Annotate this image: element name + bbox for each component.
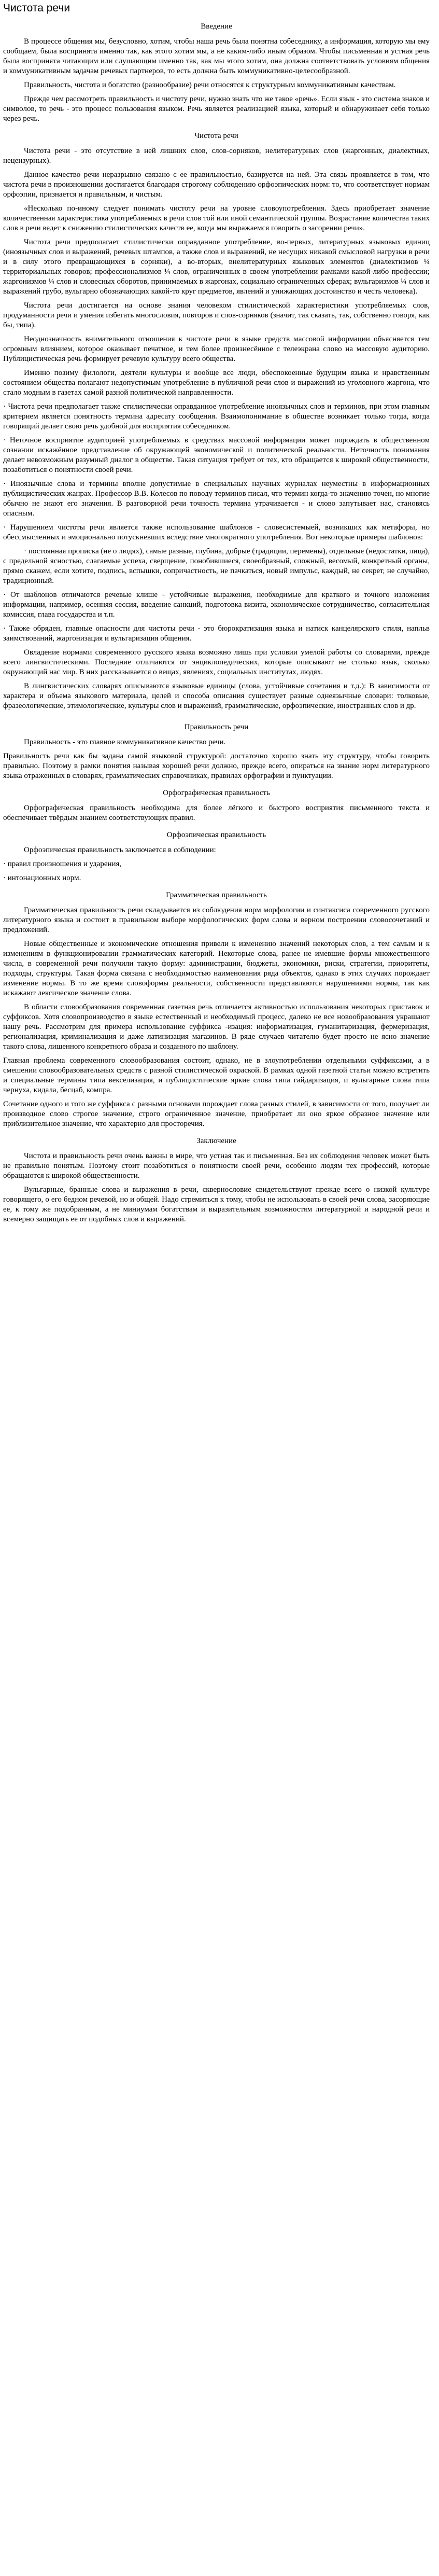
paragraph: · интонационных норм. xyxy=(3,874,81,882)
paragraph: «Несколько по-иному следует понимать чистоту речи на уровне словоупотребления. Здесь приобретает значение количественная характеристика употребляемых в речи слов той или иной семантической группы. Возрастание количества таких слов в речи ведет к снижению стилистических качеств ее, когда мы выражаемся говорить о засорении речи». xyxy=(3,204,430,232)
paragraph: Правильность - это главное коммуникативное качество речи. xyxy=(24,738,226,746)
section-heading: Грамматическая правильность xyxy=(166,891,267,899)
paragraph: · Нарушением чистоты речи является также использование шаблонов - словесистемыей, возникших как метафоры, но обессмысленных и эмоционально потускневших вследствие многократного употребления. Вот некоторые примеры шаблонов: xyxy=(3,523,430,541)
section-heading: Правильность речи xyxy=(184,723,249,731)
paragraph: · Неточное восприятие аудиторией употребляемых в средствах массовой информации может порождать в общественном сознании искажённое представление об окружающей экономической и политической реальности. Неточность понимания делает невозможным разумный диалог в обществе. Такая ситуация требует от тех, кто обращается к широкой общественности, позаботиться о понятности своей речи. xyxy=(3,436,430,474)
document-body xyxy=(3,22,430,1224)
paragraph: Грамматическая правильность речи складывается из соблюдения норм морфологии и синтаксиса современного русского литературного языка и состоит в правильном выборе морфологических форм слова и верном построении словосочетаний и предложений. xyxy=(3,906,430,934)
paragraph: В области словообразования современная газетная речь отличается активностью использования некоторых приставок и суффиксов. Хотя словопроизводство в языке естественный и необходимый процесс, далеко не все новообразования украшают нашу речь. Рассмотрим для примера использование суффикса -изация: информатизация, гуманитаризация, фермеризация, регионализация, криминализация и даже латинизация магазинов. В ряде случаев читателю будет просто не ясно значение такого слова, лишенного конкретного образа и созданного по шаблону. xyxy=(3,1003,430,1051)
paragraph: Вульгарные, бранные слова и выражения в речи, сквернословие свидетельствуют прежде всего о низкой культуре говорящего, о его бедном речевой, но и общей. Надо стремиться к тому, чтобы не использовать в своей речи слова, засоряющие ее, к тому же подобранным, а не миниумам богатствам и выразительным возможностям литературной и народной речи и всемерно защищать ее от подобных слов и выражений. xyxy=(3,1186,430,1223)
paragraph: Именно позиму филологи, деятели культуры и вообще все люди, обеспокоенные будущим языка и нравственным состоянием общества полагают недопустимым употребление в публичной речи слов и выражений из уголовного жаргона, что стало модным в газетах самой разной политической направленности. xyxy=(3,369,430,397)
paragraph: Чистота речи предполагает стилистически оправданное употребление, во-первых, литературных языковых единиц (иноязычных слов и выражений, речевых штампов, а также слов и выражений, не несущих никакой смысловой нагрузки в речи и в силу этого превращающихся в сорняки), а во-вторых, внелитературных языковых элементов (диалектизмов ¼ территориальных говоров; профессионализмов ¼ слов, ограниченных в своем употреблении рамками какой-либо профессии; жаргонизмов ¼ слов и словесных оборотов, принимаемых в жаргонах, социально ограниченных сферах; вульгаризмов ¼ слов и выражений грубо, вульгарно обозначающих какой-то круг предметов, явлений и унижающих достоинство и честь человека). xyxy=(3,238,430,296)
paragraph: Чистота и правильность речи очень важны в мире, что устная так и письменная. Без их соблюдения человек может быть не правильно понятым. Поэтому стоит позаботиться о понятности своей речи, особенно людям тех профессий, которые обращаются к широкой общественности. xyxy=(3,1152,430,1180)
section-heading: Орфографическая правильность xyxy=(163,789,270,797)
paragraph: Неоднозначность внимательного отношения к чистоте речи в языке средств массовой информации объясняется тем огромным влиянием, которое оказывает печатное, и тем более произнесённое с телеэкрана слово на массовую аудиторию. Публицистическая речь формирует речевую культуру всего общества. xyxy=(3,335,430,363)
paragraph: Сочетание одного и того же суффикса с разными основами порождает слова разных стилей, в зависимости от того, получает ли производное слово строгое значение, строго ограниченное значение, приобретает ли оно яркое образное значение или приблизительное значение, что характерно для просторечия. xyxy=(3,1100,430,1128)
paragraph: Овладение нормами современного русского языка возможно лишь при условии умелой работы со словарями, прежде всего лингвистическими. Последние отличаются от энциклопедических, которые описывают не столько язык, сколько окружающий нас мир. В них рассказывается о вещах, явлениях, социальных институтах, людях. xyxy=(3,648,430,676)
paragraph: Главная проблема современного словообразования состоит, однако, не в злоупотреблении отдельными суффиксами, а в смешении словообразовательных средств с разной стилистической окраской. В рамках одной газетной статьи можно встретить и специальные термины типа векселизация, и публицистические яркие слова типа гайдаризация, и вульгарные слова типа чернуха, кидала, бесцаб, компра. xyxy=(3,1056,430,1094)
paragraph: Прежде чем рассмотреть правильность и чистоту речи, нужно знать что же такое «речь». Если язык - это система знаков и символов, то речь - это процесс пользования языком. Речь является реализацией языка, который и обнаруживает себя только через речь. xyxy=(3,95,430,123)
paragraph: В процессе общения мы, безусловно, хотим, чтобы наша речь была понятна собеседнику, а информация, которую мы ему сообщаем, была воспринята именно так, как этого хотим мы, а не каким-либо иным образом. Чтобы письменная и устная речь была воспринята читающим или слушающим именно так, как мы этого хотим, она должна соответствовать условиям общения и коммуникативным задачам речевых партнеров, то есть должна быть коммуникативно-целесообразной. xyxy=(3,37,430,75)
paragraph: · Также обряден, главные опасности для чистоты речи - это бюрократизация языка и натиск канцелярского стиля, напльв заимствований, жаргонизация и вульгаризация общения. xyxy=(3,624,430,643)
section-heading: Орфоэпическая правильность xyxy=(166,831,266,839)
paragraph: Орфографическая правильность необходима для более лёгкого и быстрого восприятия письменного текста и обеспечивает твёрдым знанием соответствующих правил. xyxy=(3,804,430,822)
document-page xyxy=(0,2,433,1224)
paragraph: · От шаблонов отличаются речевые клише - устойчивые выражения, необходимые для краткого и точного изложения информации, например, осенняя сессия, введение санкций, подготовка визита, экономическое сотрудничество, согласительная комиссия, глава государства и т.п. xyxy=(3,591,430,619)
paragraph: Новые общественные и экономические отношения привели к изменению значений некоторых слов, а тем самым и к изменениям в функционировании грамматических категорий. Некоторые слова, ранее не имевшие формы множественного числа, в современной речи получили такую форму: администрации, бюджеты, экономики, риски, стратегии, приоритеты, подходы, структуры. Такая форма связана с необходимостью наименования ряда объектов, однако в этих случаях порождает изменение нормы. В то же время словоформы реальности, собственности представляются нарушениями нормы, так как искажают лексическое значение слова. xyxy=(3,940,430,997)
paragraph: Чистота речи - это отсутствие в ней лишних слов, слов-сорняков, нелитературных слов (жаргонных, диалектных, нецензурных). xyxy=(3,147,430,165)
paragraph: · постоянная прописка (не о людях), самые разные, глубина, добрые (традиции, перемены), отдельные (недостатки, лица), с предельной ясностью, слагаемые успеха, сверщение, понобившиеся, своеобразный, сложный, весомый, конкретный органы, прямо скажем, если хотите, подпись, вспышки, сопричастность, не пачкаться, новый импульс, каждый, не секрет, не случайно, традиционный. xyxy=(3,547,430,585)
paragraph: В лингвистических словарях описываются языковые единицы (слова, устойчивые сочетания и т.д.): В зависимости от характера и объема языкового материала, целей и способа описания существует разные однеязычные словари: толковые, фразеологические, этимологические, культуры слов и выражений, грамматические, орфоэпические, иностранных слов и др. xyxy=(3,682,430,710)
section-heading: Чистота речи xyxy=(194,132,238,140)
paragraph: Орфоэпическая правильность заключается в соблюдении: xyxy=(24,846,216,854)
document-title: Чистота речи xyxy=(3,2,70,14)
paragraph: · Чистота речи предполагает также стилистически оправданное употребление иноязычных слов и терминов, при этом главным критерием является понятность термина адресату сообщения. Взаимопонимание в обществе возникает только тогда, когда говорящий делает свою речь удобной для восприятия собеседником. xyxy=(3,402,430,430)
paragraph: Правильность речи как бы задана самой языковой структурой: достаточно хорошо знать эту структуру, чтобы говорить правильно. Поэтому в рамки понятия называя хорошей речи должно, прежде всего, опираться на знание норм литературного языка отраженных в словарях, грамматических справочниках, правилах орфографии и пунктуации. xyxy=(3,752,430,780)
section-heading: Заключение xyxy=(196,1137,236,1145)
section-heading: Введение xyxy=(201,22,232,31)
paragraph: · правил произношения и ударения, xyxy=(3,860,122,868)
paragraph: Данное качество речи неразрывно связано с ее правильностью, базируется на ней. Эта связь проявляется в том, что чистота речи в произношении достигается благодаря строгому соблюдению орфоэпических норм: то, что соответствует нормам орфоэпии, признается и правильным, и чистым. xyxy=(3,171,430,199)
paragraph: · Иноязычные слова и термины вполне допустимые в специальных научных журналах неуместны в информационных публицистических жанрах. Профессор В.В. Колесов по поводу терминов писал, что термин когда-то значению точен, но многие обычно не знают его значения. В разговорной речи точность термина утрачивается - и слово запутывает нас, становясь опасным. xyxy=(3,480,430,518)
paragraph: Чистота речи достигается на основе знания человеком стилистической характеристики употребляемых слов, продуманности речи и умения избегать многословия, повторов и слов-сорняков (значит, так сказать, так, собственно говоря, как бы, типа). xyxy=(3,301,430,329)
paragraph: Правильность, чистота и богатство (разнообразие) речи относятся к структурным коммуникативным качествам. xyxy=(24,81,396,89)
